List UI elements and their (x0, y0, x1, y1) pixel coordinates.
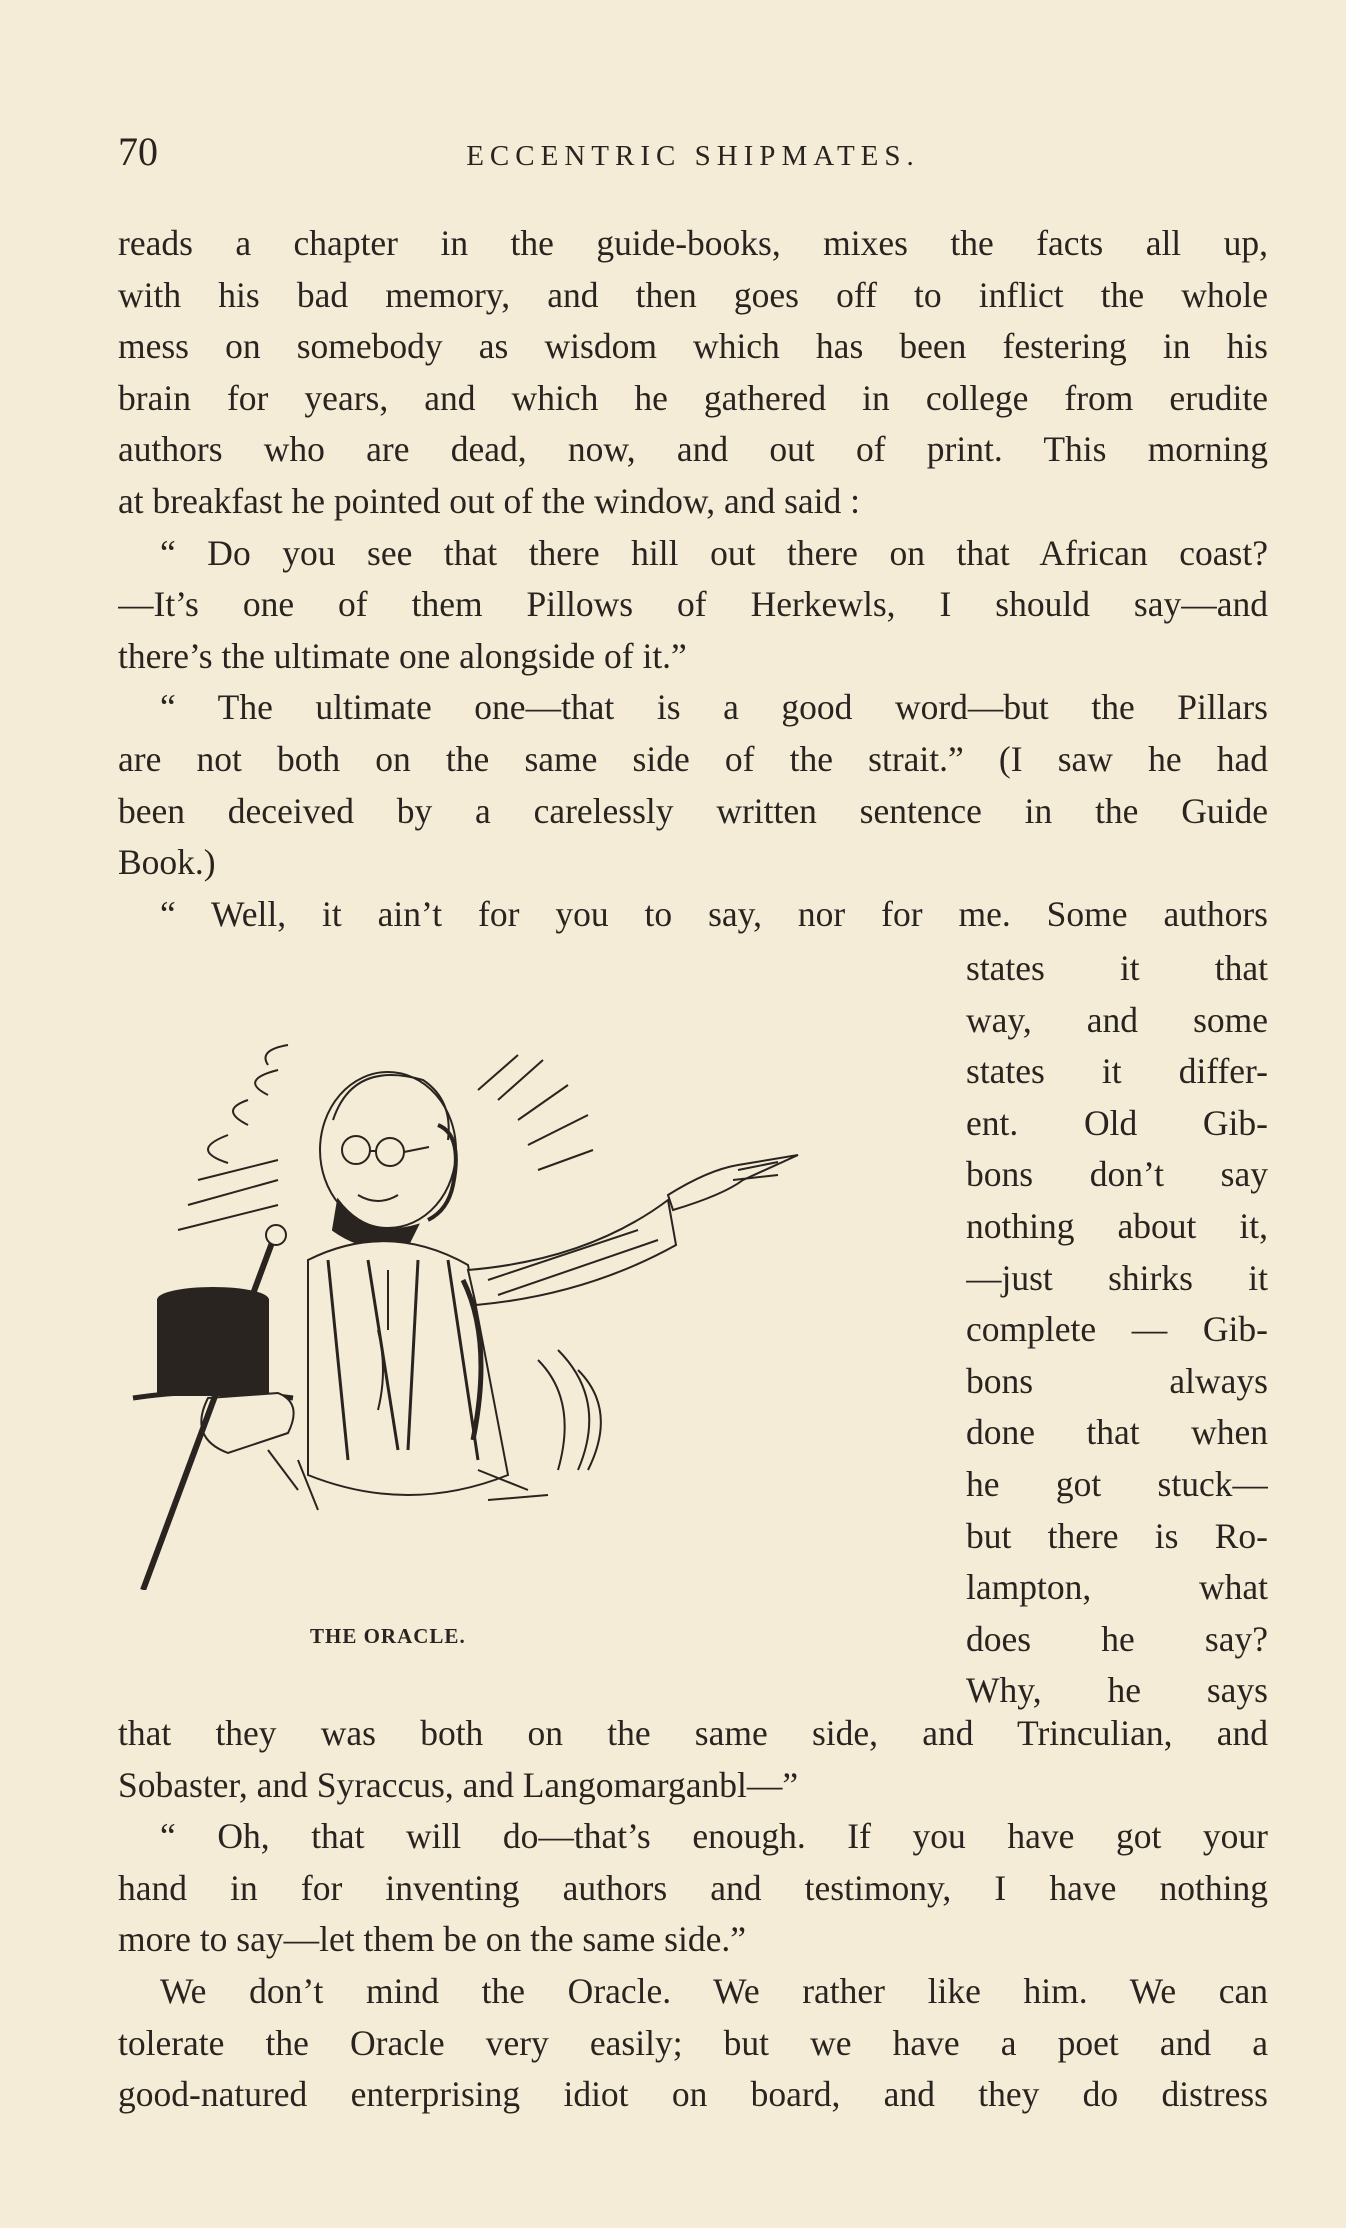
text-line: tolerate the Oracle very easily; but we have a poet and a (118, 2022, 1268, 2063)
body-text-top (118, 218, 1268, 940)
text-line: bons always (966, 1360, 1268, 1401)
text-line: states it that (966, 948, 1268, 988)
text-line: that they was both on the same side, and Trinculian, and (118, 1713, 1268, 1753)
text-line: complete — Gib- (966, 1309, 1268, 1350)
text-line: there’s the ultimate one alongside of it.” (118, 635, 687, 676)
text-line: brain for years, and which he gathered in college from erudite (118, 377, 1268, 418)
text-line: mess on somebody as wisdom which has been festering in his (118, 326, 1268, 367)
text-line: good-natured enterprising idiot on board, and they do distress (118, 2074, 1268, 2115)
text-line: We don’t mind the Oracle. We rather like him. We can (160, 1970, 1268, 2011)
figure-caption: THE ORACLE. (310, 1624, 466, 1648)
text-line: but there is Ro- (966, 1515, 1268, 1556)
text-line: Book.) (118, 842, 216, 883)
body-text-bottom (118, 1708, 1268, 2121)
text-line: “ The ultimate one—that is a good word—but the Pillars (160, 687, 1268, 728)
text-line: —It’s one of them Pillows of Herkewls, I should say—and (118, 584, 1268, 625)
text-line: with his bad memory, and then goes off to inflict the whole (118, 274, 1268, 315)
text-line: —just shirks it (966, 1257, 1268, 1298)
text-line: “ Well, it ain’t for you to say, nor for me. Some authors (160, 893, 1268, 934)
text-line: lampton, what (966, 1567, 1268, 1608)
text-line: nothing about it, (966, 1205, 1268, 1246)
text-line: way, and some (966, 999, 1268, 1040)
wrapped-text-column (966, 943, 1268, 1717)
text-line: been deceived by a carelessly written sentence in the Guide (118, 790, 1268, 831)
text-line: are not both on the same side of the strait.” (I saw he had (118, 738, 1268, 779)
text-line: hand in for inventing authors and testimony, I have nothing (118, 1867, 1268, 1908)
text-line: done that when (966, 1412, 1268, 1453)
oracle-illustration (118, 1030, 938, 1590)
text-line: reads a chapter in the guide-books, mixes the facts all up, (118, 223, 1268, 263)
text-line: he got stuck— (966, 1463, 1268, 1504)
text-line: authors who are dead, now, and out of print. This morning (118, 429, 1268, 470)
text-line: bons don’t say (966, 1154, 1268, 1195)
text-line: ent. Old Gib- (966, 1102, 1268, 1143)
text-line: does he say? (966, 1618, 1268, 1659)
text-line: “ Do you see that there hill out there on that African coast? (160, 532, 1268, 573)
page-number: 70 (118, 129, 158, 174)
text-line: at breakfast he pointed out of the window, and said : (118, 480, 861, 521)
text-line: Sobaster, and Syraccus, and Langomarganbl—” (118, 1764, 799, 1805)
text-line: “ Oh, that will do—that’s enough. If you have got your (160, 1816, 1268, 1857)
text-line: states it differ- (966, 1051, 1268, 1092)
page-header (118, 128, 1268, 178)
running-title: ECCENTRIC SHIPMATES. (466, 140, 920, 172)
text-line: Why, he says (966, 1670, 1268, 1711)
text-line: more to say—let them be on the same side.” (118, 1919, 746, 1960)
